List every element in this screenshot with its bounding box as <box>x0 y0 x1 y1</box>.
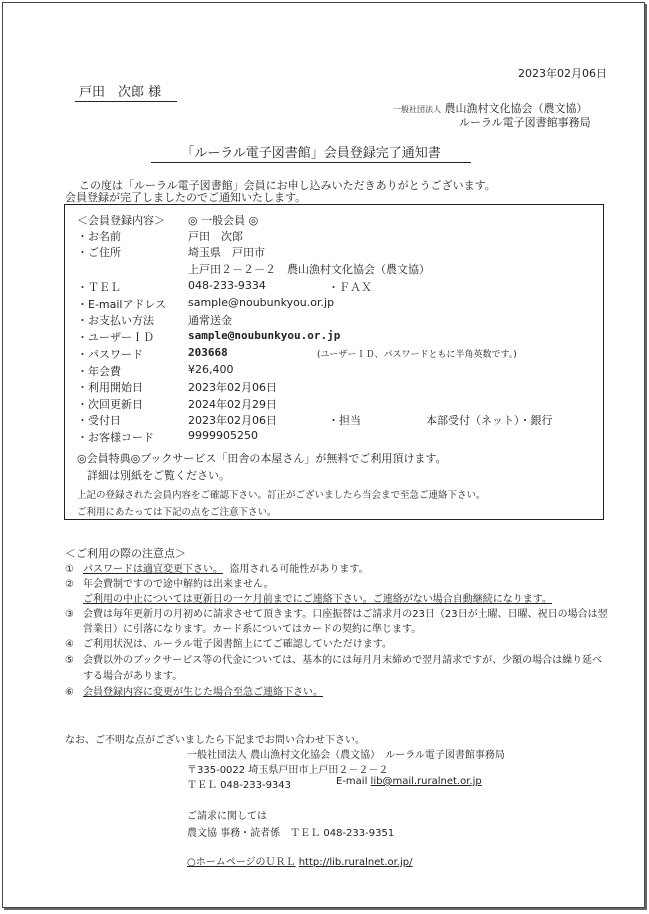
note-text: 会費は毎年更新月の月初めに請求させて頂きます。口座振替はご請求月の23日（23日が土曜、日曜、祝日の場合は翌 <box>83 609 608 620</box>
note-text-underlined: パスワードは適宜変更下さい。 <box>83 564 223 575</box>
contact-address: 〒335-0022 埼玉県戸田市上戸田２－２－２ <box>187 765 389 776</box>
confirm-note-1: 上記の登録された会員内容をご確認下さい。訂正がございましたら当会まで至急ご連絡下さい。 <box>77 490 486 501</box>
confirm-note-2: ご利用にあたっては下記の点をご注意下さい。 <box>77 507 277 518</box>
note-item-1 <box>65 560 369 575</box>
registration-box <box>64 204 604 520</box>
email-label: ・E-mailアドレス <box>77 298 167 311</box>
staff-label: ・担当 <box>328 414 361 427</box>
fee-label: ・年会費 <box>77 365 121 378</box>
userid-value: sample@noubunkyou.or.jp <box>188 329 341 342</box>
fee-value: ¥26,400 <box>188 363 234 376</box>
received-date-row <box>77 412 553 428</box>
note-item-2-continued <box>65 590 552 605</box>
note-number: ⑤ <box>65 655 74 666</box>
note-number: ⑥ <box>65 687 74 698</box>
note-text: 盗用される可能性があります。 <box>229 564 369 575</box>
address-label: ・ご住所 <box>77 246 121 259</box>
renewal-date-value: 2024年02月29日 <box>188 398 277 411</box>
password-label: ・パスワード <box>77 348 143 361</box>
customer-code-row <box>77 429 258 445</box>
name-row <box>77 228 243 244</box>
note-item-3-continued <box>65 620 421 635</box>
note-item-3 <box>65 605 608 620</box>
billing-contact: 農文協 事務・読者係 ＴＥＬ 048-233-9351 <box>187 828 395 839</box>
issue-date: 2023年02月06日 <box>518 67 607 80</box>
received-date-label: ・受付日 <box>77 414 121 427</box>
note-text-underlined: ご利用の中止については更新日の一ケ月前までにご連絡下さい。ご連絡がない場合自動継続になります。 <box>83 594 552 605</box>
email-value: sample@noubunkyou.or.jp <box>188 296 335 309</box>
homepage-link[interactable]: http://lib.ruralnet.or.jp/ <box>298 857 413 868</box>
received-date-value: 2023年02月06日 <box>188 414 277 427</box>
contact-tel: ＴＥＬ 048-233-9343 <box>187 780 292 791</box>
password-row <box>77 346 517 362</box>
note-text: 営業日）に引落になります。カード系についてはカードの契約に準じます。 <box>83 624 422 635</box>
contact-email-label: E-mail <box>336 776 368 787</box>
note-number: ③ <box>65 609 74 620</box>
member-benefit-detail: 詳細は別紙をご覧ください。 <box>87 469 230 482</box>
address-line-1: 埼玉県 戸田市 <box>188 246 265 259</box>
contact-org: 一般社団法人 農山漁村文化協会（農文協） ルーラル電子図書館事務局 <box>187 750 505 761</box>
note-item-5-continued <box>65 667 182 682</box>
note-text: する場合があります。 <box>83 671 183 682</box>
contact-email-row <box>336 776 482 787</box>
notes-heading: ＜ご利用の際の注意点＞ <box>65 547 186 560</box>
tel-row <box>77 279 372 295</box>
note-item-4 <box>65 635 392 650</box>
intro-line-2: 会員登録が完了しましたのでご通知いたします。 <box>65 191 307 204</box>
fax-label: ・ＦＡＸ <box>328 281 372 294</box>
document-page <box>2 2 645 908</box>
staff-value: 本部受付（ネット）・銀行 <box>426 414 553 427</box>
fee-row <box>77 363 234 379</box>
note-item-2 <box>65 575 274 590</box>
homepage-row <box>187 853 412 868</box>
payment-row <box>77 312 232 328</box>
renewal-date-row <box>77 396 277 412</box>
registration-header <box>77 212 259 228</box>
contact-email-link[interactable]: lib@mail.ruralnet.or.jp <box>370 776 482 787</box>
recipient-name: 戸田 次郎 様 <box>75 81 177 102</box>
note-text: 会費以外のブックサービス等の代金については、基本的には毎月月末締めで翌月請求ですが、少額の場合は繰り延べ <box>83 655 603 666</box>
member-benefit: ◎会員特典◎ブックサービス「田舎の本屋さん」が無料でご利用頂けます。 <box>77 452 447 465</box>
name-value: 戸田 次郎 <box>188 230 243 243</box>
note-text: ご利用状況は、ルーラル電子図書館上にてご確認していただけます。 <box>83 639 392 650</box>
document-title: 「ルーラル電子図書館」会員登録完了通知書 <box>151 142 471 163</box>
membership-type: ◎ 一般会員 ◎ <box>188 214 259 227</box>
note-number: ④ <box>65 639 74 650</box>
password-value: 203668 <box>188 346 228 359</box>
address-line-2: 上戸田２－２－２ 農山漁村文化協会（農文協） <box>188 263 430 276</box>
customer-code-label: ・お客様コード <box>77 431 154 444</box>
tel-value: 048-233-9334 <box>188 279 266 292</box>
note-number: ② <box>65 579 74 590</box>
email-row <box>77 296 335 312</box>
contact-intro: なお、ご不明な点がございましたら下記までお問い合わせ下さい。 <box>65 735 365 746</box>
payment-value: 通常送金 <box>188 314 232 327</box>
start-date-label: ・利用開始日 <box>77 381 143 394</box>
userid-label: ・ユーザーＩＤ <box>77 331 154 344</box>
sender-office: ルーラル電子図書館事務局 <box>459 116 591 129</box>
homepage-label: ○ホームページのＵＲＬ <box>187 857 296 868</box>
tel-label: ・ＴＥＬ <box>77 281 121 294</box>
sender-org-prefix: 一般社団法人 <box>393 105 441 114</box>
billing-heading: ご請求に関しては <box>187 811 267 822</box>
renewal-date-label: ・次回更新日 <box>77 398 143 411</box>
address-row <box>77 244 265 260</box>
start-date-value: 2023年02月06日 <box>188 381 277 394</box>
start-date-row <box>77 379 277 395</box>
customer-code-value: 9999905250 <box>188 429 258 442</box>
note-item-6 <box>65 683 323 698</box>
payment-label: ・お支払い方法 <box>77 314 154 327</box>
note-item-5 <box>65 651 602 666</box>
note-number: ① <box>65 564 74 575</box>
password-note: (ユーザーＩＤ、パスワードともに半角英数です。) <box>317 350 517 360</box>
registration-header-label: ＜会員登録内容＞ <box>77 214 165 227</box>
sender-org-name: 農山漁村文化協会（農文協） <box>444 102 588 115</box>
userid-row <box>77 329 341 345</box>
intro-line-1: この度は「ルーラル電子図書館」会員にお申し込みいただきありがとうございます。 <box>79 179 496 192</box>
note-text: 年会費制ですので途中解約は出来ません。 <box>83 579 274 590</box>
name-label: ・お名前 <box>77 230 121 243</box>
note-text-underlined: 会員登録内容に変更が生じた場合至急ご連絡下さい。 <box>83 687 323 698</box>
